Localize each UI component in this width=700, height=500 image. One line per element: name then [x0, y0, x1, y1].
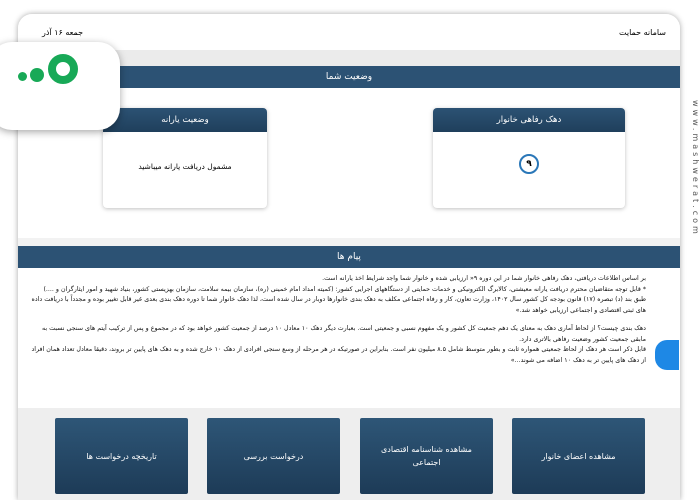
- messages-header: پیام ها: [18, 246, 680, 268]
- chat-button[interactable]: [655, 340, 679, 370]
- review-request-button[interactable]: درخواست بررسی: [207, 418, 340, 494]
- family-members-button[interactable]: مشاهده اعضای خانوار: [512, 418, 645, 494]
- top-bar: [18, 14, 680, 50]
- message-paragraph: طبق بند (د) تبصره (۱۷) قانون بودجه کل کشور سال ۱۴۰۲، وزارت تعاون، کار و رفاه اجتماعی مکلف به دهک بندی خانوارها دوبار در سال شده است، لذا دهک خانوار شما تا دوره دهک بندی بعدی غیر قابل تغییر بوده و مجدداً با دریافت داده های ثبتی اقتصادی و اجتماعی ارزیابی خواهد شد.»: [31, 296, 646, 314]
- decile-card: [433, 108, 625, 208]
- decile-card-title: دهک رفاهی خانوار: [433, 108, 625, 132]
- watermark-logo: [0, 42, 120, 130]
- app-title: سامانه حمایت: [618, 27, 666, 37]
- watermark-site: www.mashwerat.com: [691, 100, 700, 237]
- logo-dot: [18, 72, 27, 81]
- subsidy-status-text: مشمول دریافت یارانه میباشید: [138, 162, 232, 171]
- messages-body: [18, 268, 680, 408]
- subsidy-card: [103, 108, 267, 208]
- socioeconomic-profile-button[interactable]: مشاهده شناسنامه اقتصادی اجتماعی: [360, 418, 493, 494]
- decile-value: ۹: [519, 154, 539, 174]
- subsidy-card-title: وضعیت یارانه: [103, 108, 267, 132]
- message-paragraph: بر اساس اطلاعات دریافتی، دهک رفاهی خانوار شما در این دوره ۹« ارزیابی شده و خانوار شما واجد شرایط اخذ یارانه است.: [322, 275, 646, 282]
- message-paragraph: * قابل توجه متقاضیان محترم دریافت یارانه معیشتی، کالابرگ الکترونیکی و خدمات حمایتی از دستگاههای اجرایی کشور: (کمیته امداد امام خمینی (ره)، سازمان بیمه سلامت، سازمان بهزیستی کشور، بنیاد شهید و امور ایثارگران و ....): [43, 285, 646, 293]
- logo-dot: [30, 68, 44, 82]
- status-header: وضعیت شما: [18, 66, 680, 88]
- date-label: جمعه ۱۶ آذر: [42, 27, 84, 37]
- message-paragraph: قابل ذکر است هر دهک از لحاظ جمعیتی همواره ثابت و بطور متوسط شامل ۸.۵ میلیون نفر است. بنابراین در صورتیکه در هر مرحله از وسع سنجی افرادی از دهک ۱۰ خارج شده و به دهک های پایین تر بروند، دقیقا معادل تعداد همان افراد از دهک های پایین تر به دهک ۱۰ اضافه می شوند...»: [31, 346, 646, 364]
- actions-section: [18, 408, 680, 500]
- message-paragraph: دهک بندی چیست؟ از لحاظ آماری دهک به معنای یک دهم جمعیت کل کشور و یک مفهوم نسبی و جمعیتی است. بعبارت دیگر دهک ۱۰ معادل ۱۰ درصد از جمعیت کشور خواهد بود که در مجموع و پس از ترکیب آیتم های سنجی نسبت به مابقی جمعیت کشور وضعیت رفاهی بالاتری دارد.: [41, 325, 646, 343]
- request-history-button[interactable]: تاریخچه درخواست ها: [55, 418, 188, 494]
- logo-ring: [48, 54, 78, 84]
